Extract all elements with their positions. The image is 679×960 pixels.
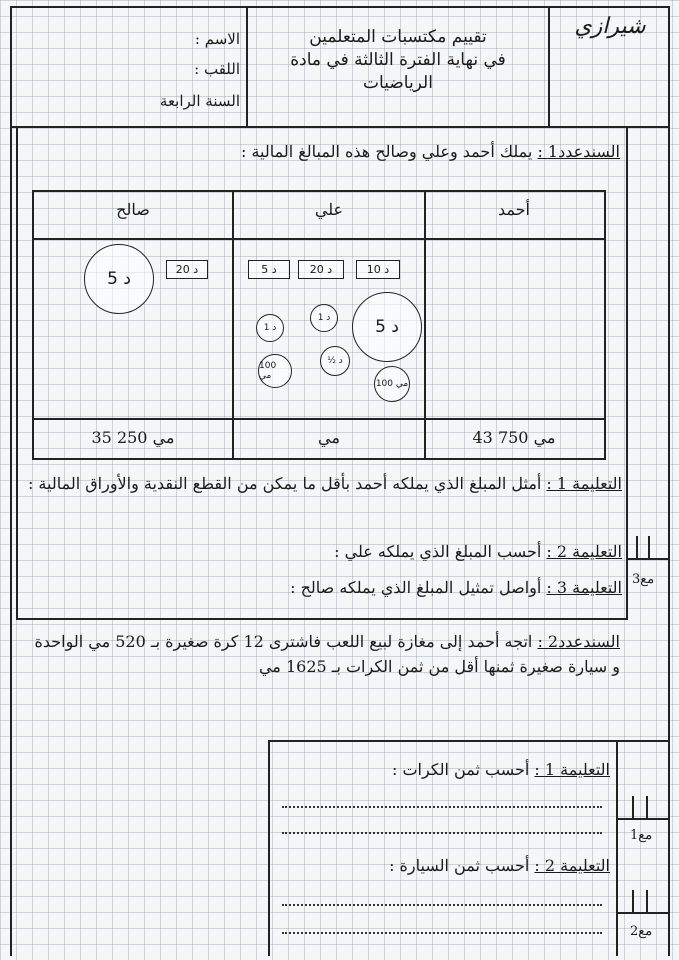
s1-instruction-1-label: التعليمة 1 : bbox=[546, 474, 622, 493]
support1-heading: السندعدد1 : bbox=[537, 142, 620, 161]
header-divider-1 bbox=[246, 6, 248, 128]
crit1-tick-a bbox=[636, 536, 638, 558]
assessment-title bbox=[250, 26, 546, 95]
s2-instruction-1-text: أحسب ثمن الكرات : bbox=[391, 760, 530, 779]
page-left-border bbox=[10, 6, 12, 956]
header-divider-2 bbox=[548, 6, 550, 128]
answer-line-4[interactable] bbox=[282, 932, 602, 934]
table-row-divider-2 bbox=[32, 418, 604, 420]
s1-instruction-2 bbox=[26, 540, 622, 565]
criterion-3: مع2 bbox=[630, 924, 653, 939]
ahmed-big-coin: 5 د bbox=[352, 292, 422, 362]
saleh-big-coin: 5 د bbox=[84, 244, 154, 314]
amount-saleh: 35 250 مي bbox=[91, 428, 175, 447]
s1-instruction-1-text: أمثل المبلغ الذي يملكه أحمد بأقل ما يمكن من القطع النقدية والأوراق المالية : bbox=[27, 474, 542, 493]
ali-coin-half: ½ د bbox=[320, 346, 350, 376]
header-top-border bbox=[10, 6, 670, 8]
section1-right-border bbox=[626, 128, 628, 618]
saleh-note-20: 20 د bbox=[166, 260, 208, 279]
header-saleh: صالح bbox=[116, 200, 150, 219]
crit3-tick-b bbox=[646, 890, 648, 912]
amount-ahmed: 43 750 مي bbox=[472, 428, 556, 447]
support2-heading: السندعدد2 : bbox=[537, 632, 620, 651]
s1-instruction-2-text: أحسب المبلغ الذي يملكه علي : bbox=[334, 542, 542, 561]
s2-instruction-2-label: التعليمة 2 : bbox=[534, 856, 610, 875]
name-label: الاسم : bbox=[194, 30, 240, 48]
section2-left-border bbox=[268, 740, 270, 956]
support2-paragraph bbox=[30, 630, 620, 680]
s1-instruction-3-text: أواصل تمثيل المبلغ الذي يملكه صالح : bbox=[290, 578, 542, 597]
table-col-divider-1 bbox=[232, 190, 234, 458]
criterion-1: مع3 bbox=[632, 572, 655, 587]
ali-note-5: 5 د bbox=[248, 260, 290, 279]
title-line-1: تقييم مكتسبات المتعلمين bbox=[309, 27, 487, 47]
s2-instruction-1-label: التعليمة 1 : bbox=[534, 760, 610, 779]
ali-coin-1-b: 1 د bbox=[310, 304, 338, 332]
header-ahmed: أحمد bbox=[498, 200, 530, 219]
support2-text: اتجه أحمد إلى مغازة لبيع اللعب فاشترى 12 كرة صغيرة بـ 520 مي الواحدة و سيارة صغيرة ثمنها أقل من ثمن الكرات بـ 1625 مي bbox=[34, 632, 620, 676]
s2-instruction-1 bbox=[280, 758, 610, 783]
answer-line-3[interactable] bbox=[282, 904, 602, 906]
crit2-tick-a bbox=[632, 796, 634, 818]
amount-ali: مي bbox=[318, 428, 340, 447]
s1-instruction-3 bbox=[26, 576, 622, 601]
crit1-rule bbox=[628, 558, 668, 560]
crit3-rule bbox=[618, 912, 668, 914]
answer-line-1[interactable] bbox=[282, 806, 602, 808]
s1-instruction-1 bbox=[26, 472, 622, 497]
crit3-tick-a bbox=[632, 890, 634, 912]
section1-left-border bbox=[16, 128, 18, 618]
grade-label: السنة الرابعة bbox=[159, 92, 240, 110]
ali-coin-100: 100 مي bbox=[258, 354, 292, 388]
s2-instruction-2-text: أحسب ثمن السيارة : bbox=[389, 856, 530, 875]
ahmed-coin-100: 100 مي bbox=[374, 366, 410, 402]
section2-right-border bbox=[616, 740, 618, 956]
header-ali: علي bbox=[314, 200, 344, 219]
support1-text: يملك أحمد وعلي وصالح هذه المبالغ المالية : bbox=[240, 142, 533, 161]
signature: شيرازي bbox=[574, 14, 646, 39]
ali-note-20: 20 د bbox=[298, 260, 344, 279]
section2-top-border bbox=[268, 740, 668, 742]
title-line-3: الرياضيات bbox=[363, 72, 433, 93]
crit2-tick-b bbox=[646, 796, 648, 818]
ali-coin-1-a: 1 د bbox=[256, 314, 284, 342]
page-right-border bbox=[668, 6, 670, 956]
surname-label: اللقب : bbox=[194, 60, 240, 78]
criterion-2: مع1 bbox=[630, 828, 653, 843]
s1-instruction-3-label: التعليمة 3 : bbox=[546, 578, 622, 597]
answer-line-2[interactable] bbox=[282, 832, 602, 834]
table-row-divider-1 bbox=[32, 238, 604, 240]
header-bottom-border bbox=[10, 126, 670, 128]
s2-instruction-2 bbox=[280, 854, 610, 879]
title-line-2: في نهاية الفترة الثالثة في مادة bbox=[290, 49, 506, 70]
ahmed-note-10: 10 د bbox=[356, 260, 400, 279]
crit1-tick-b bbox=[648, 536, 650, 558]
table-col-divider-2 bbox=[424, 190, 426, 458]
section1-bottom-border bbox=[16, 618, 628, 620]
s1-instruction-2-label: التعليمة 2 : bbox=[546, 542, 622, 561]
support1-intro bbox=[40, 140, 620, 165]
crit2-rule bbox=[618, 818, 668, 820]
